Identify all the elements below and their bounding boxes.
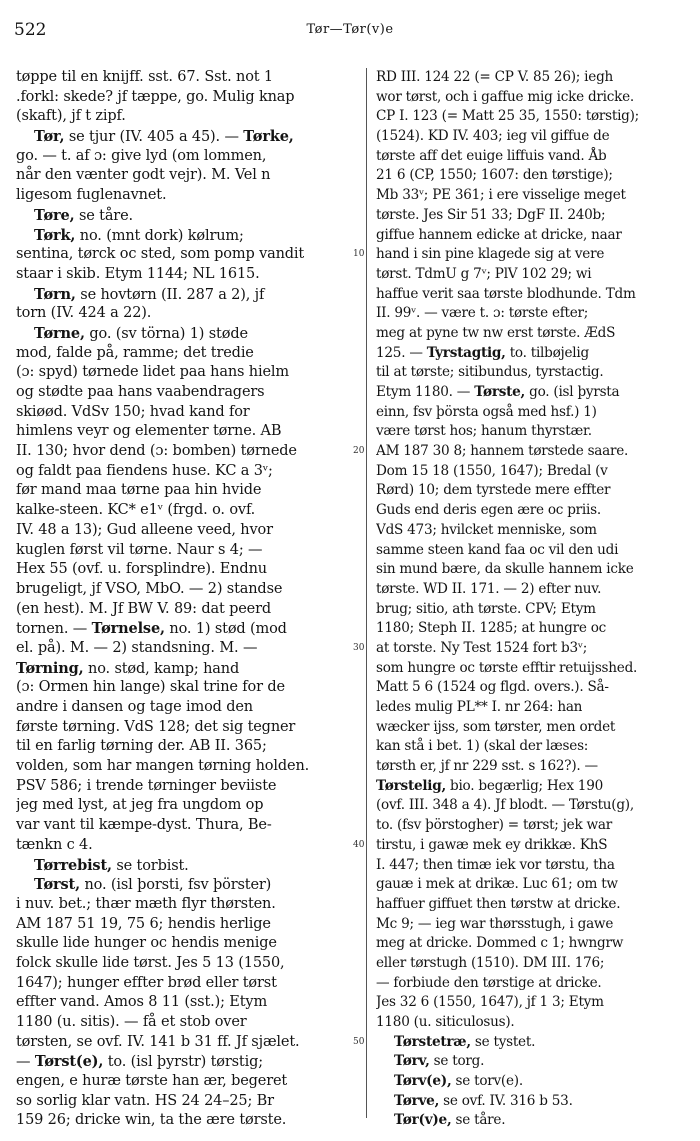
left-column (16, 68, 360, 1131)
right-column-line: Tørve, se ovf. IV. 316 b 53. (394, 1092, 573, 1109)
right-column-line: giffue hannem edicke at dricke, naar (376, 226, 622, 243)
left-column-line: når den vænter godt vejr). M. Vel n (16, 167, 271, 184)
right-column-line: VdS 473; hvilcket menniske, som (376, 521, 597, 538)
right-column-line: tørste. Jes Sir 51 33; DgF II. 240b; (376, 206, 606, 223)
left-column-line: tornen. — Tørnelse, no. 1) stød (mod (16, 620, 287, 638)
right-column-line: hand i sin pine klagede sig at vere (376, 246, 605, 263)
left-column-line: sentina, tørck oc sted, som pomp vandit (16, 246, 305, 263)
right-column-line: Guds end deris egen ære oc priis. (376, 502, 601, 519)
left-column-line: engen, e huræ tørste han ær, begeret (16, 1073, 288, 1090)
right-column-line: gauæ i mek at drikæ. Luc 61; om tw (376, 876, 618, 893)
left-column-line: tænkn c 4. (16, 836, 93, 853)
right-column-line: kan stå i bet. 1) (skal der læses: (376, 738, 589, 755)
right-column-line: tirstu, i gawæ mek ey drikkæ. KhS (376, 836, 608, 853)
left-column-line: (ɔ: Ormen hin lange) skal trine for de (16, 679, 285, 696)
left-column-line: ligesom fuglenavnet. (16, 187, 167, 204)
left-column-line: el. på). M. — 2) standsning. M. — (16, 639, 258, 656)
left-column-line: Tøre, se tåre. (34, 206, 133, 224)
right-column-line: tørste aff det euige liffuis vand. Åb (376, 147, 607, 164)
right-column-line: — forbiude den tørstige at dricke. (376, 974, 602, 991)
right-column-line: Tør(v)e, se tåre. (394, 1112, 506, 1129)
right-column-line: Tørstelig, bio. begærlig; Hex 190 (376, 777, 604, 794)
right-column-line: samme steen kand faa oc vil den udi (376, 541, 619, 558)
right-column-line: Tørstetræ, se tystet. (394, 1033, 536, 1050)
right-column-line: Mc 9; — ieg war thørsstugh, i gawe (376, 915, 614, 932)
left-column-line: skiøød. VdSv 150; hvad kand for (16, 403, 250, 420)
right-column-line: 1180; Steph II. 1285; at hungre oc (376, 620, 606, 637)
left-column-line: 159 26; dricke win, ta the ære tørste. (16, 1112, 287, 1129)
left-column-line: II. 130; hvor dend (ɔ: bomben) tørnede (16, 443, 297, 460)
right-column-line: til at tørste; sitibundus, tyrstactig. (376, 364, 604, 381)
right-column-line: to. (fsv þörstogher) = tørst; jek war (376, 817, 612, 834)
left-column-line: Hex 55 (ovf. u. forsplindre). Endnu (16, 561, 267, 578)
page-number: 522 (14, 20, 47, 40)
left-column-line: (skaft), jf t zipf. (16, 108, 126, 125)
left-column-line: og stødte paa hans vaabendragers (16, 384, 265, 400)
left-column-line: brugeligt, jf VSO, MbO. — 2) standse (16, 580, 283, 597)
right-column-line: Rørd) 10; dem tyrstede mere effter (376, 482, 611, 499)
left-column-line: Tørst, no. (isl þorsti, fsv þörster) (34, 876, 272, 894)
left-column-line: (ɔ: spyd) tørnede lidet paa hans hielm (16, 364, 289, 381)
right-column-line: AM 187 30 8; hannem tørstede saare. (376, 443, 629, 460)
right-column-line: tørsth er, jf nr 229 sst. s 162?). — (376, 758, 598, 775)
right-column-line: meg at pyne tw nw erst tørste. ÆdS (376, 324, 616, 341)
right-column-line: meg at dricke. Dommed c 1; hwngrw (376, 935, 624, 952)
left-column-line: første tørning. VdS 128; det sig tegner (16, 718, 296, 735)
left-column-line: Tørning, no. stød, kamp; hand (16, 659, 240, 677)
left-column-line: og faldt paa fiendens huse. KC a 3ᵛ; (16, 462, 273, 479)
right-column-line: Jes 32 6 (1550, 1647), jf 1 3; Etym (376, 994, 604, 1011)
left-column-line: IV. 48 a 13); Gud alleene veed, hvor (16, 521, 273, 538)
right-column-line: eller tørstugh (1510). DM III. 176; (376, 954, 605, 971)
right-column-line: II. 99ᵛ. — være t. ɔ: tørste efter; (376, 305, 589, 322)
right-column-line: tørst. TdmU g 7ᵛ; PlV 102 29; wi (376, 265, 592, 282)
left-column-line: .forkl: skede? jf tæppe, go. Mulig knap (16, 88, 295, 105)
left-column-line: Tørn, se hovtørn (II. 287 a 2), jf (34, 285, 265, 303)
right-column-line: Tørv, se torg. (394, 1053, 485, 1070)
column-divider (366, 68, 367, 1118)
left-column-line: effter vand. Amos 8 11 (sst.); Etym (16, 994, 268, 1011)
line-number: 40 (353, 840, 365, 851)
left-column-line: kalke-steen. KC* e1ᵛ (frgd. o. ovf. (16, 502, 256, 519)
left-column-line: volden, som har mangen tørning holden. (16, 758, 310, 775)
right-column-line: ledes mulig PL** I. nr 264: han (376, 699, 583, 715)
left-column-line: skulle lide hunger oc hendis menige (16, 935, 277, 952)
right-column-line: 125. — Tyrstagtig, to. tilbøjelig (376, 344, 589, 361)
left-column-line: før mand maa tørne paa hin hvide (16, 482, 262, 499)
left-column-line: kuglen først vil tørne. Naur s 4; — (16, 541, 263, 558)
right-column-line: Dom 15 18 (1550, 1647); Bredal (v (376, 462, 608, 479)
right-column-line: tørste. WD II. 171. — 2) efter nuv. (376, 580, 602, 597)
left-column-line: so sorlig klar vatn. HS 24 24–25; Br (16, 1092, 274, 1109)
right-column-line: (1524). KD IV. 403; ieg vil giffue de (376, 128, 610, 145)
left-column-line: — Tørst(e), to. (isl þyrstr) tørstig; (16, 1053, 263, 1071)
right-column-line: Etym 1180. — Tørste, go. (isl þyrsta (376, 384, 620, 400)
line-number: 20 (353, 446, 365, 457)
left-column-line: staar i skib. Etym 1144; NL 1615. (16, 265, 260, 282)
left-column-line: AM 187 51 19, 75 6; hendis herlige (16, 915, 271, 932)
left-column-line: andre i dansen og tage imod den (16, 699, 253, 715)
left-column-line: var vant til kæmpe-dyst. Thura, Be- (16, 817, 272, 834)
right-column-line: 1180 (u. siticulosus). (376, 1014, 515, 1030)
right-column-line: 21 6 (CP, 1550; 1607: den tørstige); (376, 167, 613, 184)
left-column-line: tørsten, se ovf. IV. 141 b 31 ff. Jf sjælet. (16, 1033, 300, 1050)
right-column-line: wæcker ijss, som tørster, men ordet (376, 718, 616, 735)
line-number: 50 (353, 1037, 365, 1048)
left-column-line: 1647); hunger effter brød eller tørst (16, 974, 277, 991)
left-column-line: i nuv. bet.; thær mæth flyr thørsten. (16, 895, 276, 912)
left-column-line: Tørne, go. (sv törna) 1) støde (34, 324, 248, 342)
right-column-line: haffue verit saa tørste blodhunde. Tdm (376, 285, 636, 302)
left-column-line: go. — t. af ɔ: give lyd (om lommen, (16, 147, 267, 164)
right-column-line: RD III. 124 22 (= CP V. 85 26); iegh (376, 69, 614, 85)
left-column-line: torn (IV. 424 a 22). (16, 305, 152, 322)
right-column-line: haffuer giffuet then tørstw at dricke. (376, 895, 621, 912)
right-column-line: I. 447; then timæ iek vor tørstu, tha (376, 856, 615, 873)
left-column-line: Tørk, no. (mnt dork) kølrum; (34, 226, 244, 244)
running-head: Tør—Tør(v)e (306, 22, 394, 37)
left-column-line: tøppe til en knijff. sst. 67. Sst. not 1 (16, 69, 273, 85)
right-column-line: Matt 5 6 (1524 og flgd. overs.). Så- (376, 679, 609, 696)
left-column-line: jeg med lyst, at jeg fra ungdom op (16, 797, 264, 814)
right-column-line: wor tørst, och i gaffue mig icke dricke. (376, 88, 634, 105)
left-column-line: til en farlig tørning der. AB II. 365; (16, 738, 267, 755)
left-column-line: himlens veyr og elementer tørne. AB (16, 423, 282, 440)
left-column-line: 1180 (u. sitis). — få et stob over (16, 1014, 247, 1030)
right-column-line: (ovf. III. 348 a 4). Jf blodt. — Tørstu(g), (376, 797, 634, 814)
left-column-line: folck skulle lide tørst. Jes 5 13 (1550, (16, 954, 285, 971)
left-column-line: Tør, se tjur (IV. 405 a 45). — Tørke, (34, 128, 294, 146)
line-number: 10 (353, 249, 365, 260)
right-column (376, 68, 692, 1131)
right-column-line: være tørst hos; hanum thyrstær. (376, 423, 592, 440)
line-number: 30 (353, 643, 365, 654)
right-column-line: Mb 33ᵛ; PE 361; i ere visselige meget (376, 187, 626, 204)
left-column-line: Tørrebist, se torbist. (34, 856, 189, 874)
left-column-line: PSV 586; i trende tørninger beviiste (16, 777, 277, 794)
right-column-line: Tørv(e), se torv(e). (394, 1073, 523, 1090)
page-header (14, 20, 686, 46)
right-column-line: som hungre oc tørste efftir retuijsshed. (376, 659, 638, 676)
right-column-line: sin mund bære, da skulle hannem icke (376, 561, 634, 578)
right-column-line: at torste. Ny Test 1524 fort b3ᵛ; (376, 639, 588, 656)
left-column-line: (en hest). M. Jf BW V. 89: dat peerd (16, 600, 271, 617)
right-column-line: CP I. 123 (= Matt 25 35, 1550: tørstig); (376, 108, 640, 125)
right-column-line: brug; sitio, ath tørste. CPV; Etym (376, 600, 596, 617)
left-column-line: mod, falde på, ramme; det tredie (16, 344, 254, 361)
right-column-line: einn, fsv þörsta også med hsf.) 1) (376, 403, 597, 420)
